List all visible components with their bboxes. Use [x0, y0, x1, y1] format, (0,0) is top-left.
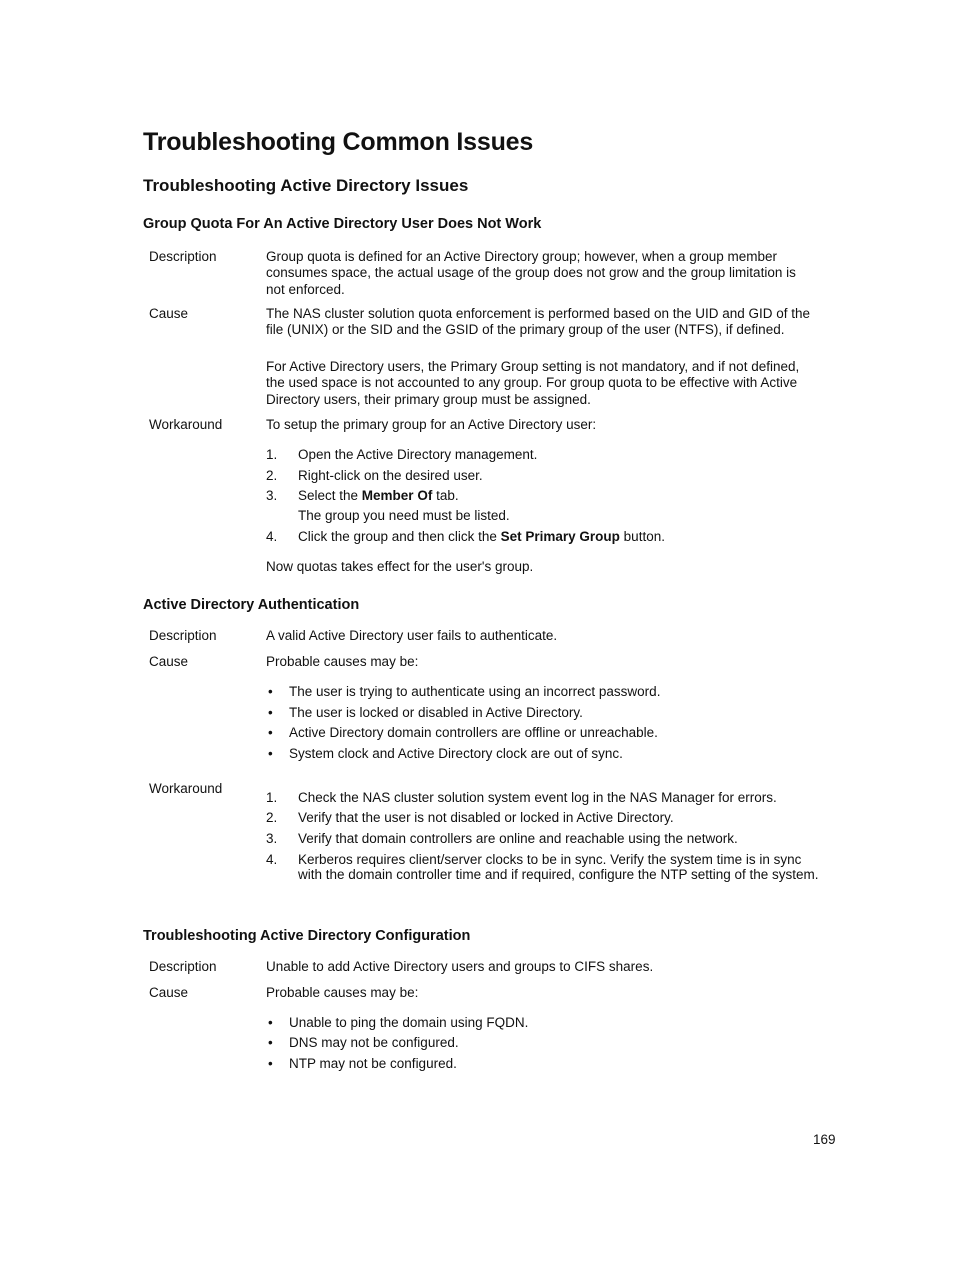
- cause-text: For Active Directory users, the Primary Group setting is not mandatory, and if not defined, the used space is not accounted to any group. For group quota to be effective with Active Directory users, their primary group must be assigned.: [266, 359, 800, 407]
- bullet-text: The user is locked or disabled in Active Directory.: [289, 705, 583, 720]
- cause-label: Cause: [149, 306, 189, 321]
- step-number: 3.: [266, 831, 278, 846]
- description-text: Unable to add Active Directory users and groups to CIFS shares.: [266, 959, 654, 974]
- page-title: Troubleshooting Common Issues: [143, 128, 534, 156]
- bullet-text: Active Directory domain controllers are offline or unreachable.: [289, 725, 658, 740]
- workaround-intro: To setup the primary group for an Active Directory user:: [266, 417, 597, 432]
- step-text: Select the Member Of tab.: [298, 488, 459, 503]
- ad-authentication-heading: Active Directory Authentication: [143, 597, 360, 613]
- step-number: 2.: [266, 810, 278, 825]
- workaround-label: Workaround: [149, 781, 223, 796]
- section-title: Troubleshooting Active Directory Issues: [143, 176, 469, 195]
- step-number: 1.: [266, 447, 278, 462]
- step-text: Check the NAS cluster solution system event log in the NAS Manager for errors.: [298, 790, 777, 805]
- cause-text: The NAS cluster solution quota enforcement is performed based on the UID and GID of the file (UNIX) or the SID and the GSID of the primary group of the user (NTFS), if defined.: [266, 306, 811, 338]
- bullet-text: The user is trying to authenticate using an incorrect password.: [289, 684, 661, 699]
- bullet: •: [268, 684, 273, 699]
- ad-configuration-heading: Troubleshooting Active Directory Configuration: [143, 928, 471, 944]
- cause-text: Probable causes may be:: [266, 654, 419, 669]
- workaround-label: Workaround: [149, 417, 223, 432]
- description-label: Description: [149, 628, 217, 643]
- cause-label: Cause: [149, 654, 189, 669]
- bullet: •: [268, 705, 273, 720]
- step-text: Verify that domain controllers are online and reachable using the network.: [298, 831, 738, 846]
- description-text: A valid Active Directory user fails to authenticate.: [266, 628, 558, 643]
- step-text: Click the group and then click the Set Primary Group button.: [298, 529, 665, 544]
- bullet: •: [268, 725, 273, 740]
- cause-text: Probable causes may be:: [266, 985, 419, 1000]
- step-text: Right-click on the desired user.: [298, 468, 483, 483]
- group-quota-heading: Group Quota For An Active Directory User Does Not Work: [143, 216, 542, 232]
- step-text: Open the Active Directory management.: [298, 447, 538, 462]
- bullet-text: System clock and Active Directory clock are out of sync.: [289, 746, 623, 761]
- bullet: •: [268, 1056, 273, 1071]
- step-text: Kerberos requires client/server clocks to be in sync. Verify the system time is in sync with the domain controller time and if required, configure the NTP setting of the system.: [298, 852, 819, 882]
- step-text: Verify that the user is not disabled or locked in Active Directory.: [298, 810, 674, 825]
- bullet-text: DNS may not be configured.: [289, 1035, 459, 1050]
- step-number: 4.: [266, 529, 278, 544]
- bullet: •: [268, 1035, 273, 1050]
- page-number: 169: [813, 1132, 836, 1147]
- step-number: 4.: [266, 852, 278, 867]
- description-text: Group quota is defined for an Active Directory group; however, when a group member consumes space, the actual usage of the group does not grow and the group limitation is not enforced.: [266, 249, 796, 297]
- step-number: 1.: [266, 790, 278, 805]
- set-primary-group-term: Set Primary Group: [500, 529, 620, 544]
- bullet-text: Unable to ping the domain using FQDN.: [289, 1015, 529, 1030]
- bullet: •: [268, 746, 273, 761]
- step-note: The group you need must be listed.: [298, 508, 510, 523]
- bullet-text: NTP may not be configured.: [289, 1056, 457, 1071]
- workaround-outro: Now quotas takes effect for the user's group.: [266, 559, 534, 574]
- cause-label: Cause: [149, 985, 189, 1000]
- bullet: •: [268, 1015, 273, 1030]
- description-label: Description: [149, 959, 217, 974]
- step-number: 2.: [266, 468, 278, 483]
- description-label: Description: [149, 249, 217, 264]
- member-of-term: Member Of: [361, 488, 433, 503]
- step-number: 3.: [266, 488, 278, 503]
